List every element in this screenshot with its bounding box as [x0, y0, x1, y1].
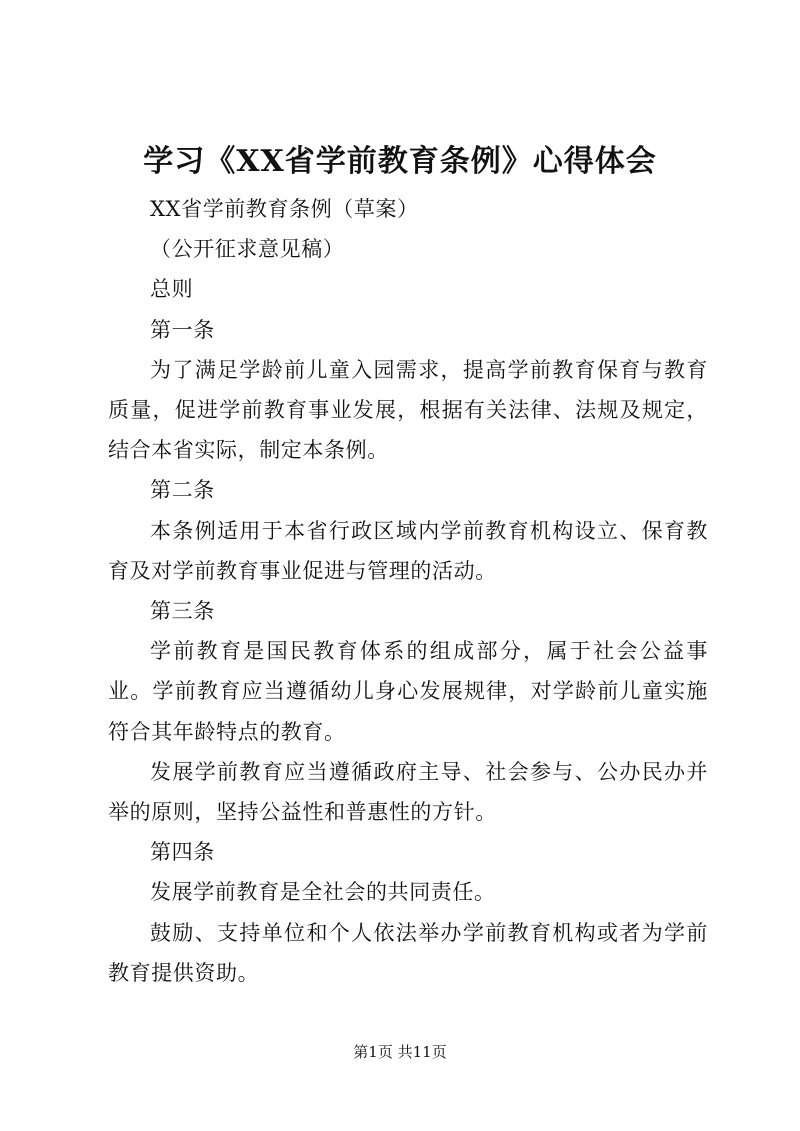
- document-body: [108, 189, 708, 993]
- article-4-heading: 第四条: [150, 840, 215, 865]
- article-3-text-2: 发展学前教育应当遵循政府主导、社会参与、公办民办并举的原则，坚持公益性和普惠性的方针。: [108, 759, 708, 825]
- article-4-text-1: 发展学前教育是全社会的共同责任。: [150, 880, 496, 905]
- article-2-heading: 第二条: [150, 478, 215, 503]
- document-title: 学习《XX省学前教育条例》心得体会: [143, 144, 657, 179]
- draft-status-paragraph: （公开征求意见稿）: [150, 237, 345, 262]
- article-3-heading: 第三条: [150, 599, 215, 624]
- article-1-heading: 第一条: [150, 317, 215, 342]
- article-4-text-2: 鼓励、支持单位和个人依法举办学前教育机构或者为学前教育提供资助。: [108, 920, 708, 985]
- article-3-text-1: 学前教育是国民教育体系的组成部分，属于社会公益事业。学前教育应当遵循幼儿身心发展规律，对学龄前儿童实施符合其年龄特点的教育。: [108, 639, 708, 744]
- draft-name-paragraph: XX省学前教育条例（草案）: [150, 197, 419, 221]
- page-number-footer: 第1页 共11页: [353, 1043, 447, 1061]
- article-1-text: 为了满足学龄前儿童入园需求，提高学前教育保育与教育质量，促进学前教育事业发展，根据有关法律、法规及规定，结合本省实际，制定本条例。: [108, 357, 708, 463]
- article-2-text: 本条例适用于本省行政区域内学前教育机构设立、保育教育及对学前教育事业促进与管理的活动。: [108, 518, 708, 583]
- chapter-heading: 总则: [150, 277, 194, 302]
